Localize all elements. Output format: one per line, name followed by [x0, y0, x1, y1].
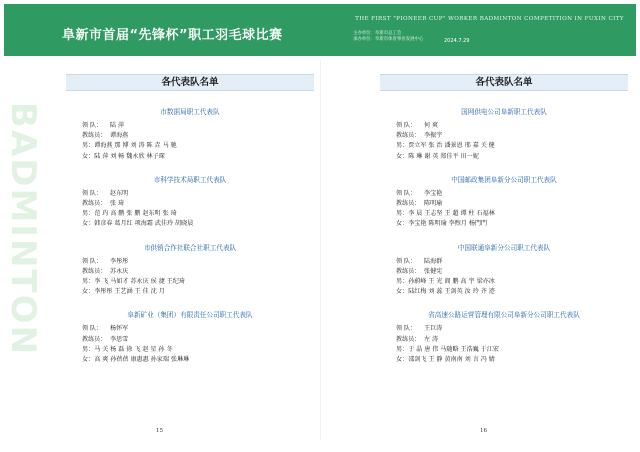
coach-row: 教练员： 陈明瑜: [396, 200, 443, 208]
coach-row: 教练员： 苏永庆: [82, 267, 129, 275]
host-line: 承办单位：阜新市体育事业发展中心: [353, 37, 424, 42]
coach-row: 教练员： 谭海燕: [82, 132, 129, 140]
organizer-line: 主办单位：阜新市总工会: [353, 31, 402, 36]
women-row: 女：陈 琳 谢 英 郑佳平 田一妮: [396, 152, 479, 160]
coach-row: 教练员： 李振宇: [396, 132, 443, 140]
organizer-info: [353, 31, 423, 43]
women-row: 女：陆红梅 刘 蕊 王剑英 汝 玲 齐 迹: [396, 288, 495, 296]
women-row: 女：李彤彤 王艺涵 王 佳 沈 月: [82, 288, 165, 296]
women-row: 女：高 爽 孙蓓蓓 康惠惠 孙家瑞 张琳琳: [82, 356, 190, 364]
coach-row: 教练员： 张 琦: [82, 200, 125, 208]
men-row: 男：李 飞 马如才 苏永庆 侯 捷 王纪琦: [82, 278, 186, 286]
men-row: 男：贾立军 张 治 潘景恩 邢 嘉 关 健: [396, 142, 495, 150]
page-number-right: 16: [480, 428, 487, 434]
team-block: [380, 242, 628, 298]
team-title: 市数据局职工代表队: [160, 108, 220, 116]
team-block: [66, 242, 314, 298]
leader-row: 领 队： 李宝艳: [396, 189, 443, 197]
team-block: [66, 174, 314, 230]
coach-row: 教练员： 张健宪: [396, 267, 443, 275]
left-page: [66, 74, 314, 365]
page-number-left: 15: [156, 428, 163, 434]
competition-date: 2024.7.29: [444, 38, 470, 44]
section-title: 各代表队名单: [380, 74, 628, 91]
team-block: [380, 174, 628, 230]
women-row: 女：李宝艳 陈明瑜 李煦月 杨門門: [396, 220, 488, 228]
leader-row: 领 队： 何 爽: [396, 122, 439, 129]
team-title: 省高速公路运营管理有限公司阜新分公司职工代表队: [428, 311, 580, 320]
men-row: 男：马 关 杨 磊 徐 飞 赵 星 孙 冬: [82, 345, 173, 353]
team-block: [380, 309, 628, 365]
header-banner: [4, 4, 636, 56]
team-title: 国网供电公司阜新职工代表队: [461, 108, 547, 116]
men-row: 男：范 玓 高 鹏 张 鹏 赵东明 张 琦: [82, 210, 177, 218]
men-row: 男：于 晶 唐 伟 马随略 王浩巍 于江宏: [396, 345, 500, 353]
women-row: 女：陆 萍 刘 畅 魏永欣 林子琛: [82, 152, 165, 160]
team-title: 市供销合作社联合社职工代表队: [143, 243, 237, 252]
coach-row: 教练员： 左 涛: [396, 335, 439, 343]
women-row: 女：邵剑飞 王 静 黄南南 刘 言 冯 婧: [396, 356, 495, 364]
team-title: 中国联通阜新分公司职工代表队: [457, 243, 551, 252]
leader-row: 领 队： 陆海群: [396, 257, 443, 265]
men-row: 男：李 晨 王志坚 王 超 谭 柱 石福林: [396, 210, 495, 218]
team-title: 中国邮政集团阜新分公司职工代表队: [451, 175, 557, 184]
team-block: [66, 106, 314, 162]
badminton-watermark: BADMINTON: [3, 102, 44, 356]
competition-title-en: THE FIRST "PIONEER CUP" WORKER BADMINTON COMPETITION IN FUXIN CITY: [355, 16, 624, 22]
team-title: 阜新矿业（集团）有限责任公司职工代表队: [127, 311, 253, 320]
leader-row: 领 队： 李彤彤: [82, 257, 129, 265]
leader-row: 领 队： 王巨涛: [396, 325, 443, 333]
team-block: [380, 106, 628, 162]
women-row: 女：韩彦春 葛月红 项海霜 武佳玲 胡晓晨: [82, 220, 194, 228]
competition-title: 阜新市首届“先锋杯”职工羽毛球比赛: [62, 28, 283, 43]
leader-row: 领 队： 陆 萍: [82, 122, 125, 129]
section-title: 各代表队名单: [66, 74, 314, 91]
leader-row: 领 队： 杨怀军: [82, 325, 129, 333]
page-divider: [320, 60, 321, 440]
coach-row: 教练员： 李思雪: [82, 335, 129, 343]
men-row: 男：孙蔚峰 王 光 阎 鹏 高 宇 梁亦冰: [396, 278, 495, 286]
leader-row: 领 队： 赵东明: [82, 189, 129, 197]
right-page: [380, 74, 628, 365]
team-title: 市科学技术局职工代表队: [153, 175, 227, 184]
team-block: [66, 309, 314, 365]
men-row: 男：谭海燕 那 博 刘 涛 陈 垚 马 驰: [82, 142, 177, 150]
